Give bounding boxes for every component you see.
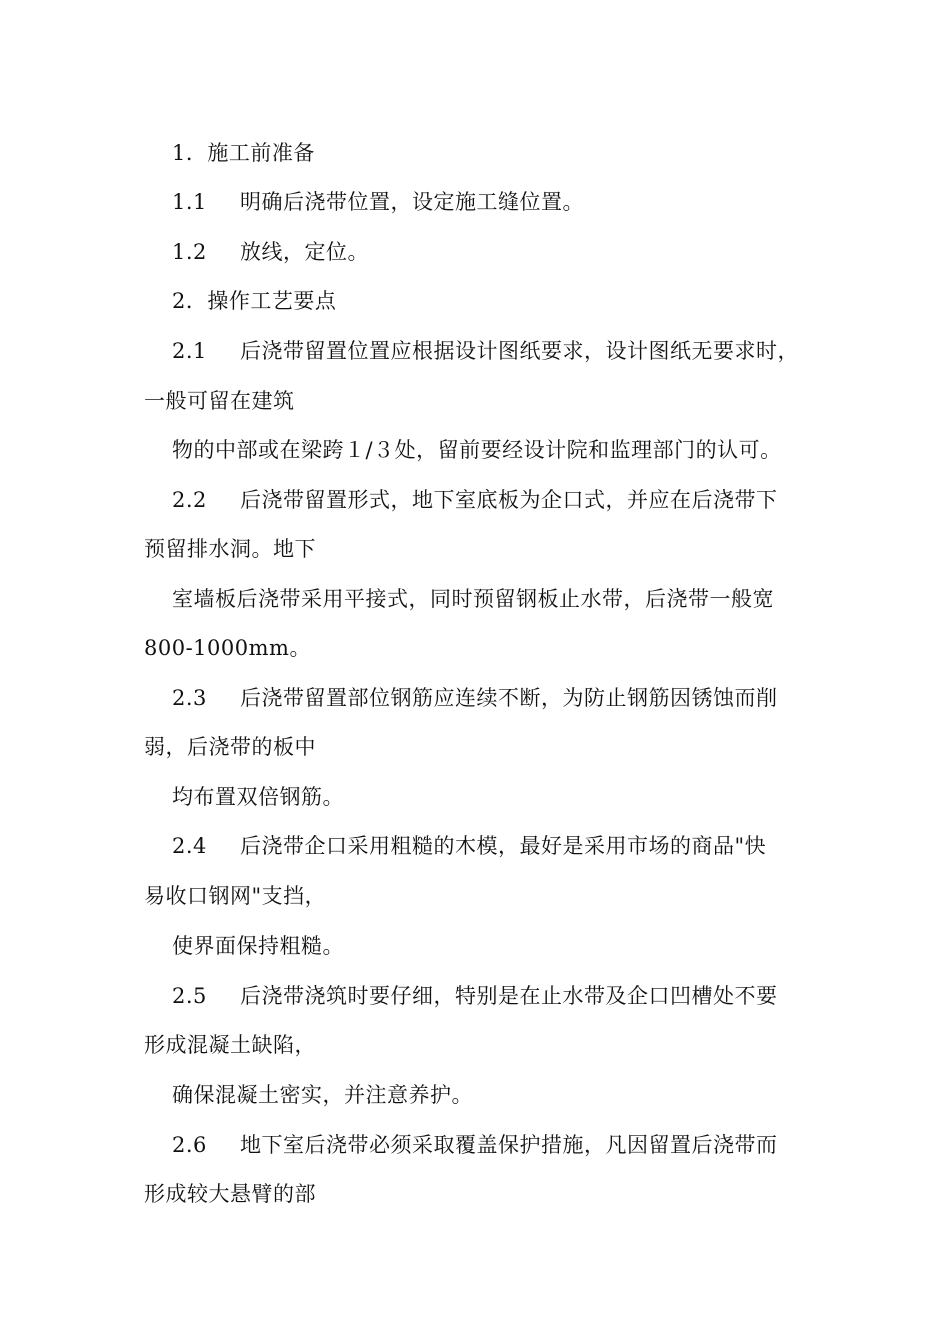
item-2-2-paragraph [172,585,774,613]
item-text: 后浇带留置位置应根据设计图纸要求，设计图纸无要求时， [240,339,799,363]
item-number: 1.2 [172,240,207,264]
item-text: 均布置双倍钢筋。 [172,785,344,809]
item-number: 2.5 [172,984,207,1008]
item-2-4 [172,832,766,860]
section-heading-1 [172,139,315,167]
item-2-2 [172,486,778,514]
item-text: 使界面保持粗糙。 [172,934,344,958]
item-2-3 [172,684,778,712]
item-text: 形成较大悬臂的部 [144,1182,316,1206]
section-heading-2 [172,287,336,315]
item-2-3-continuation [144,733,316,761]
item-text: 800-1000mm。 [144,636,311,660]
item-2-1-continuation [144,387,295,415]
item-text: 放线，定位。 [240,240,369,264]
item-2-1 [172,337,799,365]
item-text: 后浇带浇筑时要仔细，特别是在止水带及企口凹槽处不要 [240,984,778,1008]
item-text: 确保混凝土密实，并注意养护。 [172,1083,473,1107]
item-text: 后浇带留置部位钢筋应连续不断，为防止钢筋因锈蚀而削 [240,686,778,710]
item-1-2 [172,238,369,266]
item-text: 形成混凝土缺陷， [144,1033,316,1057]
item-number: 2.4 [172,834,207,858]
item-2-6 [172,1131,778,1159]
item-text: 易收口钢网"支挡， [144,884,327,908]
item-2-6-continuation [144,1180,316,1208]
item-text: 物的中部或在梁跨１/３处，留前要经设计院和监理部门的认可。 [172,438,782,462]
item-text: 弱，后浇带的板中 [144,735,316,759]
item-text: 预留排水洞。地下 [144,537,316,561]
item-2-2-paragraph-continuation [144,634,311,662]
item-2-5-continuation [144,1031,316,1059]
item-2-4-paragraph [172,932,344,960]
item-number: 2.1 [172,339,207,363]
item-number: 2.3 [172,686,207,710]
section-title: 操作工艺要点 [207,289,337,313]
item-1-1 [172,188,584,216]
item-2-4-continuation [144,882,326,910]
item-text: 室墙板后浇带采用平接式，同时预留钢板止水带，后浇带一般宽 [172,587,774,611]
item-number: 2.2 [172,488,207,512]
item-text: 后浇带留置形式，地下室底板为企口式，并应在后浇带下 [240,488,778,512]
item-text: 后浇带企口采用粗糙的木模，最好是采用市场的商品"快 [240,834,767,858]
section-number: 2． [172,289,208,313]
item-text: 地下室后浇带必须采取覆盖保护措施，凡因留置后浇带而 [240,1133,778,1157]
item-number: 2.6 [172,1133,207,1157]
item-number: 1.1 [172,190,207,214]
item-2-3-paragraph [172,783,344,811]
item-text: 一般可留在建筑 [144,389,295,413]
item-2-2-continuation [144,535,316,563]
section-number: 1． [172,141,208,165]
item-text: 明确后浇带位置，设定施工缝位置。 [240,190,584,214]
item-2-5 [172,982,778,1010]
item-2-1-paragraph [172,436,782,464]
item-2-5-paragraph [172,1081,473,1109]
section-title: 施工前准备 [207,141,315,165]
